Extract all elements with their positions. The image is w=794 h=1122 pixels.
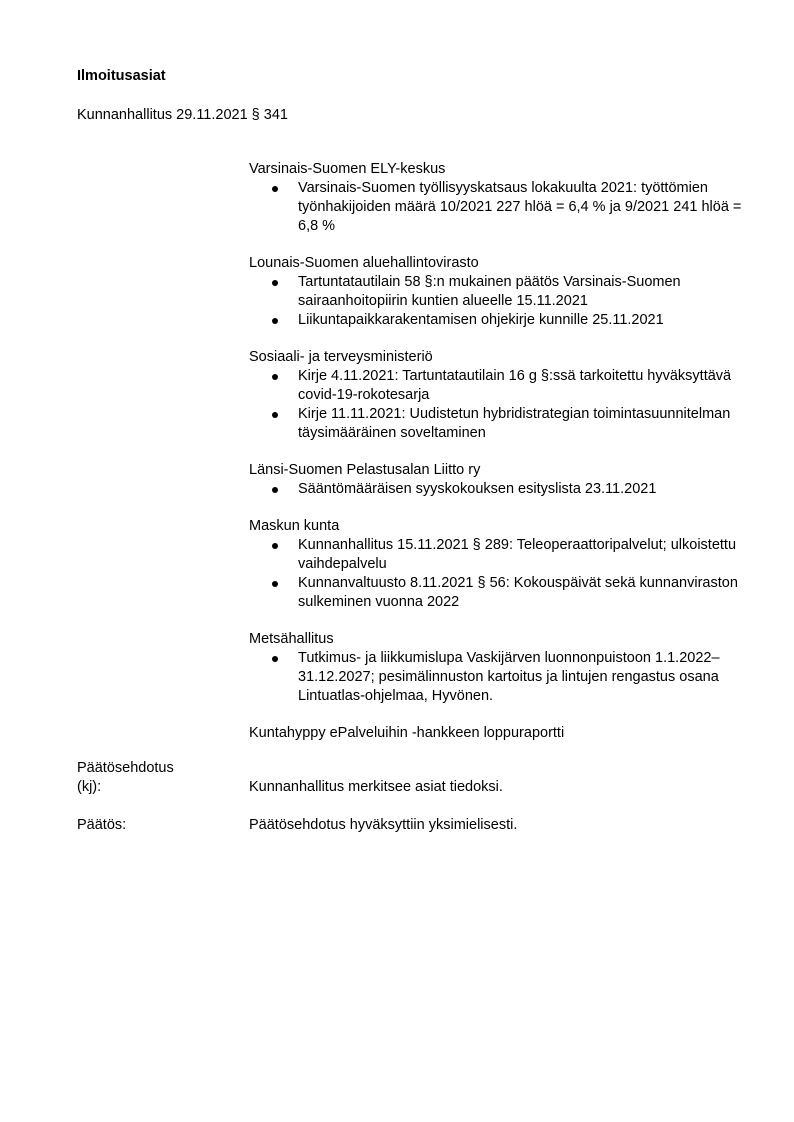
page-title: Ilmoitusasiat [77, 68, 166, 84]
list-item [249, 480, 749, 499]
notice-section [249, 517, 749, 612]
proposal-label-line: (kj): [77, 779, 102, 795]
notice-section [249, 461, 749, 499]
list-item [249, 179, 749, 236]
list-item-text: Kirje 4.11.2021: Tartuntatautilain 16 g §:ssä tarkoitettu hyväksyttävä covid-19-rokotesarja [298, 368, 732, 403]
list-item-text: Sääntömääräisen syyskokouksen esityslista 23.11.2021 [298, 481, 657, 497]
section-heading: Länsi-Suomen Pelastusalan Liitto ry [249, 462, 481, 478]
notice-items [249, 480, 749, 499]
notice-section [249, 160, 749, 236]
list-item-text: Kunnanvaltuusto 8.11.2021 § 56: Kokouspäivät sekä kunnanviraston sulkeminen vuonna 2022 [298, 575, 738, 610]
list-item-text: Kunnanhallitus 15.11.2021 § 289: Teleoperaattoripalvelut; ulkoistettu vaihdepalvelu [298, 537, 737, 572]
list-item-text: Tutkimus- ja liikkumislupa Vaskijärven luonnonpuistoon 1.1.2022–31.12.2027; pesimälinnuston kartoitus ja lintujen rengastus osana Lintuatlas-ohjelmaa, Hyvönen. [298, 650, 720, 704]
notice-items [249, 649, 749, 706]
notice-items [249, 536, 749, 612]
bullet-icon [272, 543, 278, 549]
list-item-text: Liikuntapaikkarakentamisen ohjekirje kunnille 25.11.2021 [298, 312, 664, 328]
list-item [249, 649, 749, 706]
section-heading: Maskun kunta [249, 518, 340, 534]
notice-items [249, 179, 749, 236]
list-item [249, 311, 749, 330]
notice-items [249, 273, 749, 330]
bullet-icon [272, 487, 278, 493]
section-heading: Sosiaali- ja terveysministeriö [249, 349, 433, 365]
list-item-text: Kirje 11.11.2021: Uudistetun hybridistrategian toimintasuunnitelman täysimääräinen soveltaminen [298, 406, 731, 441]
bullet-icon [272, 581, 278, 587]
bullet-icon [272, 318, 278, 324]
section-heading: Lounais-Suomen aluehallintovirasto [249, 255, 479, 271]
bullet-icon [272, 412, 278, 418]
list-item [249, 574, 749, 612]
list-item [249, 273, 749, 311]
list-item-text: Tartuntatautilain 58 §:n mukainen päätös Varsinais-Suomen sairaanhoitopiirin kuntien alueelle 15.11.2021 [298, 274, 681, 309]
bullet-icon [272, 186, 278, 192]
proposal-label [77, 759, 174, 797]
bullet-icon [272, 280, 278, 286]
bullet-icon [272, 374, 278, 380]
meeting-reference: Kunnanhallitus 29.11.2021 § 341 [77, 107, 288, 123]
standalone-notice: Kuntahyppy ePalveluihin -hankkeen loppuraportti [249, 725, 565, 741]
list-item [249, 367, 749, 405]
decision-label: Päätös: [77, 817, 127, 833]
section-heading: Metsähallitus [249, 631, 334, 647]
notice-section [249, 254, 749, 330]
section-heading: Varsinais-Suomen ELY-keskus [249, 161, 446, 177]
proposal-label-line: Päätösehdotus [77, 760, 174, 776]
list-item-text: Varsinais-Suomen työllisyyskatsaus lokakuulta 2021: työttömien työnhakijoiden määrä 10/2021 227 hlöä = 6,4 % ja 9/2021 241 hlöä = 6,8 % [298, 180, 742, 234]
decision-text: Päätösehdotus hyväksyttiin yksimielisesti. [249, 817, 518, 833]
bullet-icon [272, 656, 278, 662]
notice-items [249, 367, 749, 443]
notice-section [249, 630, 749, 706]
list-item [249, 536, 749, 574]
list-item [249, 405, 749, 443]
notices-list [249, 160, 749, 743]
notice-section [249, 348, 749, 443]
proposal-text: Kunnanhallitus merkitsee asiat tiedoksi. [249, 779, 503, 795]
